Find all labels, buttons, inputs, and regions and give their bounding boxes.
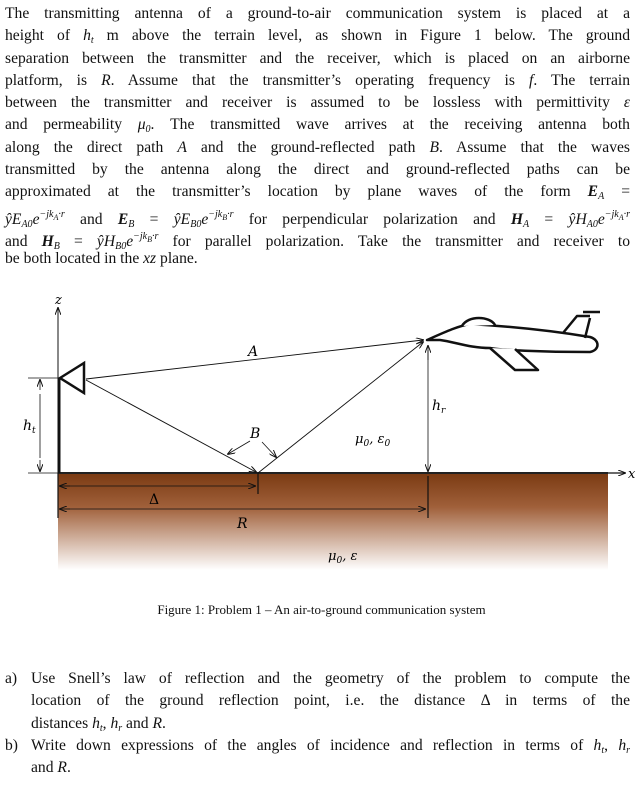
text-run: = [134,210,174,228]
text-line [5,48,630,70]
math-symbol: ŷH [96,232,116,250]
z-axis-label: z [55,293,62,308]
math-symbol: H [41,232,54,250]
text-line [5,25,630,47]
math-symbol: ŷE [173,210,191,228]
math-symbol: 0 [145,124,151,136]
text-line [5,92,630,114]
math-symbol: e [126,232,134,250]
text-line [5,757,630,779]
text-run: . Assume that the transmitter’s operating frequency is [110,71,529,89]
antenna-icon [60,363,84,393]
text-run: approximated at the transmitter’s location by plane waves of the form [5,183,588,201]
math-symbol: μ [137,116,146,134]
text-run: = [604,183,630,201]
math-symbol: −jk [133,230,148,242]
math-symbol: B [147,234,152,244]
figure-diagram [0,290,643,600]
text-run: = [59,232,97,250]
text-line [5,668,630,690]
question-b [5,735,630,780]
text-run: platform, is [5,71,102,89]
math-symbol: A [177,138,187,156]
text-run: , [604,737,619,754]
path-b-label: B [250,426,261,442]
reflected-path-b-reflected [258,342,423,473]
math-symbol: e [597,210,605,228]
text-run: between the transmitter and receiver is assumed to be lossless with permittivity [5,94,624,112]
text-run: . Assume that the waves [439,138,630,156]
math-symbol: R [57,759,67,777]
math-symbol: t [90,35,94,47]
text-run: m above the terrain level, as shown in Figure 1 below. The ground [93,27,631,45]
text-run: separation between the transmitter and the receiver, which is placed on an airborne [5,49,630,67]
math-symbol: A0 [21,218,33,230]
text-run: . The terrain [533,71,630,89]
text-run: and permeability [5,116,138,134]
text-run: Use Snell’s law of reflection and the geometry of the problem to compute the [31,670,630,687]
text-line [5,204,631,230]
text-run: along the direct path [5,138,178,156]
math-symbol: ·r [152,230,159,242]
math-symbol: ·r [227,208,234,220]
math-symbol: B [429,138,440,156]
math-symbol: A0 [586,218,598,230]
hr-label: $h_r$ [432,398,446,416]
math-symbol: f [528,71,534,89]
ht-label: $h_t$ [23,418,36,436]
text-run: Write down expressions of the angles of incidence and reflection in terms of [31,737,594,754]
problem-statement [5,3,630,271]
delta-label: Δ [149,492,160,508]
text-run: plane. [156,250,198,268]
math-symbol: h [110,714,119,732]
math-symbol: B [128,218,135,230]
math-symbol: H [510,210,524,228]
math-symbol: −jk [39,208,54,220]
text-line [5,226,630,252]
math-symbol: E [587,183,599,201]
text-run: be both located in the [5,250,144,268]
text-run: distances [31,714,93,732]
math-symbol: R [152,714,162,732]
airplane-icon [427,312,600,370]
text-run: and [31,759,58,777]
math-symbol: ŷE [5,210,22,228]
math-symbol: xz [143,250,157,268]
text-run: and [5,232,42,250]
math-symbol: ε [623,94,630,112]
math-symbol: r [626,745,631,756]
text-run: . [161,714,166,732]
math-symbol: B [222,212,228,222]
ground-medium-label: $\mu_0$, ε [328,549,358,566]
text-line [5,690,630,712]
text-run: , [102,714,111,732]
math-symbol: ŷH [568,210,587,228]
math-symbol: t [601,745,605,756]
figure-caption: Figure 1: Problem 1 – An air-to-ground communication system [157,602,486,617]
math-symbol: e [32,210,40,228]
math-symbol: h [83,27,91,45]
math-symbol: h [593,737,602,754]
text-run: . [66,759,71,777]
question-label: b) [5,737,18,754]
text-run: for parallel polarization. Take the transmitter and receiver to [158,232,630,250]
range-label: R [237,516,248,532]
text-line [5,3,630,25]
text-line [5,181,630,203]
text-line [5,137,630,159]
air-medium-label: $\mu_0$, $\varepsilon_0$ [355,432,391,449]
math-symbol: −jk [208,208,223,220]
math-symbol: B0 [115,240,127,252]
math-symbol: t [99,722,103,734]
math-symbol: h [92,714,100,732]
math-symbol: B0 [190,218,202,230]
text-line [5,735,630,757]
text-run: for perpendicular polarization and [233,210,511,228]
math-symbol: R [101,71,111,89]
x-axis-label: x [628,467,636,482]
text-line [5,114,630,136]
text-run: and the ground-reflected path [186,138,430,156]
math-symbol: B [53,240,60,252]
question-label: a) [5,670,18,687]
text-line [5,70,630,92]
math-symbol: −jk [604,208,619,220]
math-symbol: A [523,218,530,230]
math-symbol: A [618,212,624,222]
math-symbol: h [618,737,627,754]
text-line [5,713,630,735]
question-a [5,668,630,735]
math-symbol: A [598,191,605,203]
text-run: location of the ground reflection point, i.e. the distance Δ in terms of the [31,692,630,710]
text-run: . The transmitted wave arrives at the receiving antenna both [150,116,630,134]
math-symbol: e [201,210,209,228]
math-symbol: E [117,210,129,228]
text-run: and [64,210,118,228]
text-line [5,159,630,181]
math-symbol: ·r [623,208,631,220]
text-line [5,248,630,270]
math-symbol: ·r [58,208,65,220]
path-a-label: A [248,344,259,360]
text-run: and [122,714,153,732]
text-run: transmitted by the antenna along the direct and ground-reflected paths can be [5,161,630,179]
reflected-path-b-incident [86,380,256,472]
text-run: = [529,210,569,228]
math-symbol: A [53,212,59,222]
math-symbol: r [118,722,123,734]
text-run: height of [5,27,84,45]
text-run: The transmitting antenna of a ground-to-air communication system is placed at a [5,5,630,22]
